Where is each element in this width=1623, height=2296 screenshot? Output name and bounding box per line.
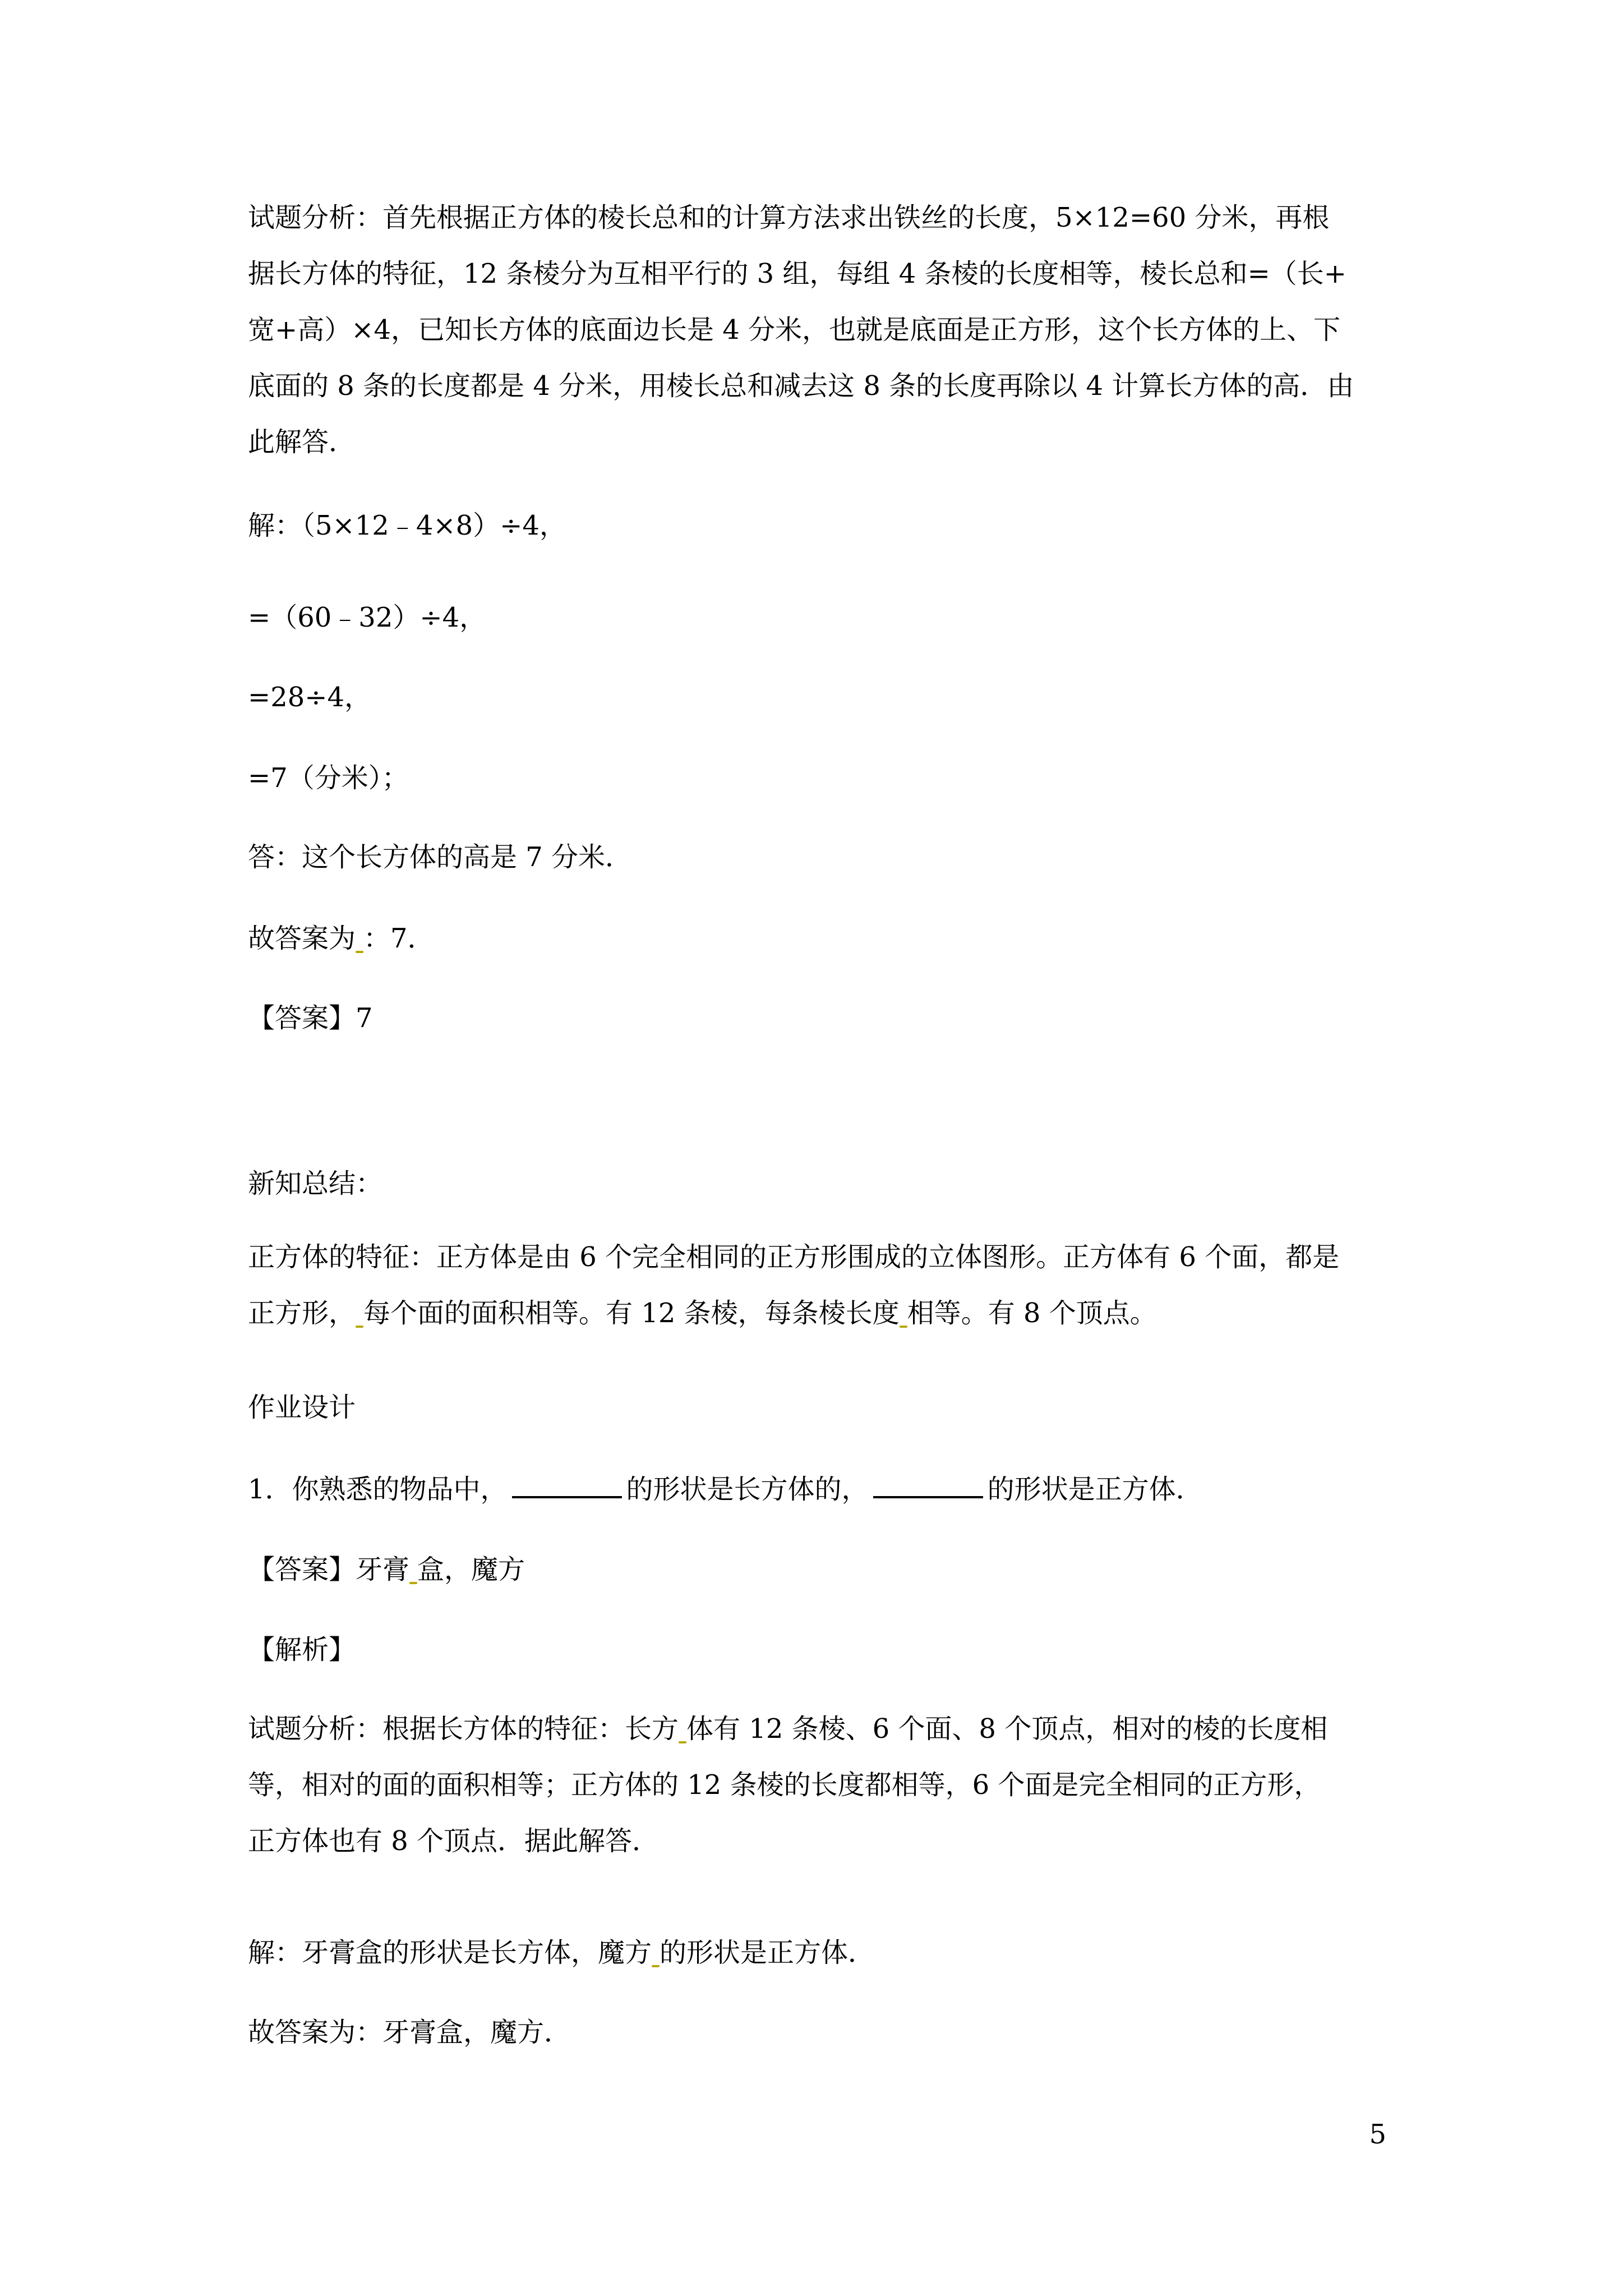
analysis-line: 试题分析：首先根据正方体的棱长总和的计算方法求出铁丝的长度，5×12=60 分米，再根 [248,202,1330,233]
analysis-line: 底面的 8 条的长度都是 4 分米，用棱长总和减去这 8 条的长度再除以 4 计算长方体的高．由 [248,370,1354,402]
question-1-answer [248,1542,1386,1598]
edit-mark [409,1582,417,1584]
solution-text: 的形状是正方体． [660,1937,875,1968]
summary-heading: 新知总结： [248,1168,383,1199]
answer-text: 盒，魔方 [417,1554,525,1585]
question-1-final-answer: 故答案为：牙膏盒，魔方． [248,2017,571,2048]
analysis-text: 体有 12 条棱、6 个面、8 个顶点，相对的棱的长度相 [686,1713,1328,1745]
analysis-line: 据长方体的特征，12 条棱分为互相平行的 3 组，每组 4 条棱的长度相等，棱长总和=（长+ [248,258,1347,289]
solution-step-4: =7（分米）； [248,762,409,794]
homework-heading: 作业设计 [248,1392,356,1423]
question-1-solution [248,1925,1386,1981]
summary-text: 每个面的面积相等。有 12 条棱，每条棱长度 [363,1297,900,1329]
edit-mark [652,1965,660,1967]
analysis-line: 此解答． [248,426,356,458]
summary-line [248,1285,1386,1341]
analysis-line: 等，相对的面的面积相等；正方体的 12 条棱的长度都相等，6 个面是完全相同的正方形， [248,1769,1321,1801]
answer-sentence: 答：这个长方体的高是 7 分米． [248,841,633,873]
answer-text: 【答案】牙膏 [248,1554,410,1585]
final-answer-value: ：7． [363,923,435,954]
analysis-line: 宽+高）×4，已知长方体的底面边长是 4 分米，也就是底面是正方形，这个长方体的上、下 [248,314,1341,346]
answer-tag: 【答案】7 [248,1002,373,1034]
summary-text: 相等。有 8 个顶点。 [907,1297,1157,1329]
edit-mark [356,951,363,953]
answer-blank [873,1496,983,1498]
question-1-analysis [248,1701,1386,1869]
solution-step-3: =28÷4， [248,682,372,713]
edit-mark [356,1326,363,1328]
summary-text: 正方形， [248,1297,356,1329]
edit-mark [900,1326,907,1328]
summary-line: 正方体的特征：正方体是由 6 个完全相同的正方形围成的立体图形。正方体有 6 个面，都是 [248,1241,1340,1273]
final-answer-line [248,910,1386,967]
solution-text: 解：牙膏盒的形状是长方体，魔方 [248,1937,652,1968]
solution-step-2: =（60﹣32）÷4， [248,602,487,633]
question-1 [248,1461,1386,1517]
question-text: 的形状是正方体． [987,1474,1203,1505]
solution-step-1: 解：（5×12﹣4×8）÷4， [248,510,566,541]
analysis-tag: 【解析】 [248,1634,356,1665]
question-text: 1．你熟悉的物品中， [248,1474,508,1505]
page-number: 5 [1369,2119,1386,2150]
answer-blank [512,1496,622,1498]
question-text: 的形状是长方体的， [626,1474,869,1505]
analysis-line: 正方体也有 8 个顶点．据此解答． [248,1825,660,1857]
edit-mark [679,1741,686,1743]
final-answer-prefix: 故答案为 [248,923,356,954]
analysis-paragraph [248,190,1386,470]
summary-paragraph [248,1229,1386,1341]
analysis-text: 试题分析：根据长方体的特征：长方 [248,1713,679,1745]
analysis-line [248,1701,1386,1757]
